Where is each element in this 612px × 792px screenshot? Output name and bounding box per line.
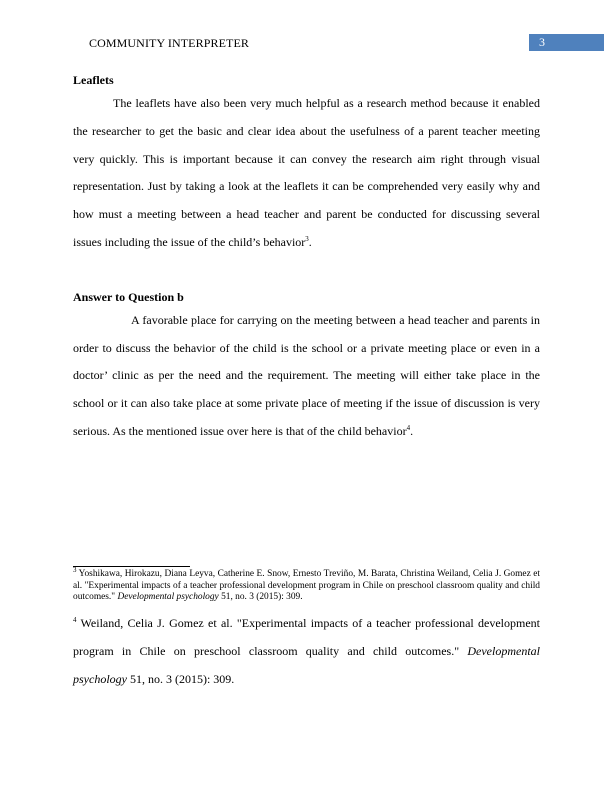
paragraph-text: A favorable place for carrying on the meeting between a head teacher and parents in order to discuss the behavior of the child is the school or a private meeting place or even in a doctor’ clinic as per the need and the requirement. The meeting will either take place in the school or it can also take place at some private place of meeting if the issue of discussion is very serious. As the mentioned issue over here is that of the child behavior [73, 312, 540, 438]
paragraph-text: The leaflets have also been very much helpful as a research method because it enabled the researcher to get the basic and clear idea about the usefulness of a parent teacher meeting very quickly. This is important because it can convey the research aim right through visual representation. Just by taking a look at the leaflets it can be comprehended very easily why and how must a meeting between a head teacher and parent be conducted for discussing several issues including the issue of the child’s behavior [73, 96, 540, 249]
page-number-badge: 3 [529, 34, 604, 51]
footnote-journal: Developmental psychology [117, 592, 219, 603]
section-spacer [73, 257, 540, 287]
footnote-journal: Developmental psychology [73, 644, 540, 686]
footnote-tail: 51, no. 3 (2015): 309. [218, 592, 303, 603]
running-header-title: COMMUNITY INTERPRETER [89, 36, 249, 50]
sentence-end: . [410, 423, 414, 438]
sentence-end: . [308, 234, 312, 249]
footnote-mark: 4 [73, 616, 77, 624]
footnote-reference[interactable]: 4 [406, 423, 411, 432]
footnote-3 [73, 565, 540, 604]
footnote-reference[interactable]: 3 [305, 234, 309, 243]
section-heading-leaflets: Leaflets [73, 73, 114, 87]
footnote-4 [73, 609, 540, 693]
footnote-text: Yoshikawa, Hirokazu, Diana Leyva, Catherine E. Snow, Ernesto Treviño, M. Barata, Christina Weiland, Celia J. Gomez et al. "Experimental impacts of a teacher professional development program in Chile on preschool classroom quality and child outcomes." [73, 569, 540, 603]
document-body [73, 70, 540, 446]
paragraph-leaflets [73, 90, 540, 257]
footnote-tail: 51, no. 3 (2015): 309. [126, 672, 235, 686]
footnote-text: Weiland, Celia J. Gomez et al. "Experimental impacts of a teacher professional development program in Chile on preschool classroom quality and child outcomes." [73, 616, 540, 658]
footnote-separator [73, 566, 190, 567]
paragraph-answer-b [73, 307, 540, 446]
footnote-mark: 3 [73, 565, 77, 574]
section-heading-answer-b: Answer to Question b [73, 289, 184, 304]
